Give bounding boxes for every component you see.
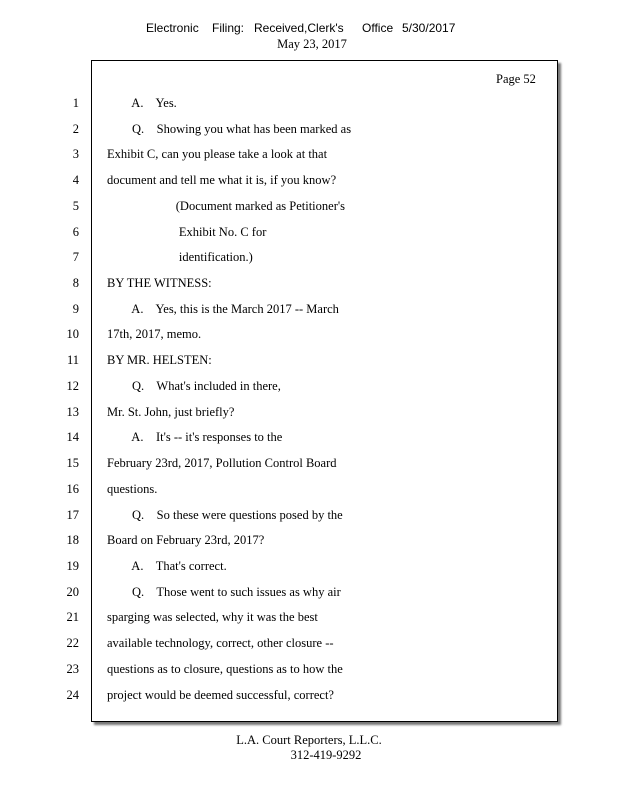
line-text: A. Yes.	[107, 96, 177, 110]
court-reporter-phone: 312-419-9292	[290, 748, 362, 762]
line-text: sparging was selected, why it was the best	[107, 610, 318, 625]
transcript-line	[0, 402, 618, 422]
transcript-line	[0, 659, 618, 679]
line-text: Q. What's included in there,	[107, 378, 281, 393]
line-number: 13	[66, 404, 79, 419]
line-text: available technology, correct, other closure --	[107, 636, 334, 651]
transcript-line	[0, 556, 618, 576]
line-number: 11	[66, 353, 79, 368]
line-number: 17	[66, 507, 79, 522]
line-number: 15	[66, 456, 79, 471]
line-number: 22	[66, 636, 79, 651]
transcript-date: May 23, 2017	[277, 37, 347, 51]
court-reporter-name: L.A. Court Reporters, L.L.C.	[236, 733, 382, 747]
transcript-line	[0, 119, 618, 139]
transcript-line	[0, 453, 618, 473]
stamp-word-office: Office	[362, 21, 394, 35]
transcript-line	[0, 633, 618, 653]
transcript-line	[0, 93, 618, 113]
transcript-line	[0, 350, 618, 370]
transcript-line	[0, 196, 618, 216]
transcript-line	[0, 170, 618, 190]
transcript-line	[0, 582, 618, 602]
line-number: 23	[66, 661, 79, 676]
line-text: Board on February 23rd, 2017?	[107, 533, 265, 548]
line-number: 1	[72, 96, 79, 110]
transcript-line	[0, 273, 618, 293]
line-number: 8	[72, 276, 79, 291]
line-text: Mr. St. John, just briefly?	[107, 404, 235, 419]
line-text: Q. So these were questions posed by the	[107, 507, 343, 522]
line-text: document and tell me what it is, if you know?	[107, 173, 337, 188]
line-number: 3	[72, 147, 79, 162]
line-number: 2	[72, 121, 79, 136]
page-number: Page 52	[496, 72, 536, 86]
stamp-word-date: 5/30/2017	[402, 21, 456, 35]
line-number: 18	[66, 533, 79, 548]
line-number: 21	[66, 610, 79, 625]
line-number: 16	[66, 481, 79, 496]
transcript-line	[0, 530, 618, 550]
line-text: Q. Those went to such issues as why air	[107, 584, 341, 599]
line-number: 24	[66, 687, 79, 702]
transcript-line	[0, 222, 618, 242]
transcript-line	[0, 247, 618, 267]
transcript-line	[0, 376, 618, 396]
line-number: 4	[72, 173, 79, 188]
line-text: Exhibit C, can you please take a look at that	[107, 147, 328, 162]
transcript-line	[0, 505, 618, 525]
line-text: A. It's -- it's responses to the	[107, 430, 283, 445]
line-number: 20	[66, 584, 79, 599]
line-text: A. Yes, this is the March 2017 -- March	[107, 301, 339, 316]
transcript-line	[0, 427, 618, 447]
filing-stamp	[146, 21, 455, 35]
line-text: Exhibit No. C for	[107, 224, 267, 239]
transcript-line	[0, 607, 618, 627]
line-text: February 23rd, 2017, Pollution Control Board	[107, 456, 337, 471]
stamp-word-electronic: Electronic	[146, 21, 199, 35]
transcript-line	[0, 479, 618, 499]
line-number: 6	[72, 224, 79, 239]
line-text: BY THE WITNESS:	[107, 276, 212, 291]
stamp-word-received: Received,Clerk's	[254, 21, 344, 35]
line-text: 17th, 2017, memo.	[107, 327, 202, 342]
line-number: 19	[66, 558, 79, 573]
line-number: 12	[66, 378, 79, 393]
transcript-line	[0, 685, 618, 705]
line-text: BY MR. HELSTEN:	[107, 353, 212, 368]
line-text: A. That's correct.	[107, 558, 227, 573]
transcript-line	[0, 144, 618, 164]
line-text: Q. Showing you what has been marked as	[107, 121, 352, 136]
line-number: 7	[72, 250, 79, 265]
stamp-word-filing: Filing:	[212, 21, 245, 35]
line-number: 9	[72, 301, 79, 316]
line-number: 5	[72, 198, 79, 213]
line-text: questions.	[107, 481, 158, 496]
line-text: project would be deemed successful, correct?	[107, 687, 334, 702]
line-text: identification.)	[107, 250, 253, 265]
line-text: questions as to closure, questions as to how the	[107, 661, 343, 676]
line-number: 14	[66, 430, 79, 445]
transcript-line	[0, 324, 618, 344]
line-text: (Document marked as Petitioner's	[107, 198, 345, 213]
transcript-line	[0, 299, 618, 319]
line-number: 10	[66, 327, 79, 342]
